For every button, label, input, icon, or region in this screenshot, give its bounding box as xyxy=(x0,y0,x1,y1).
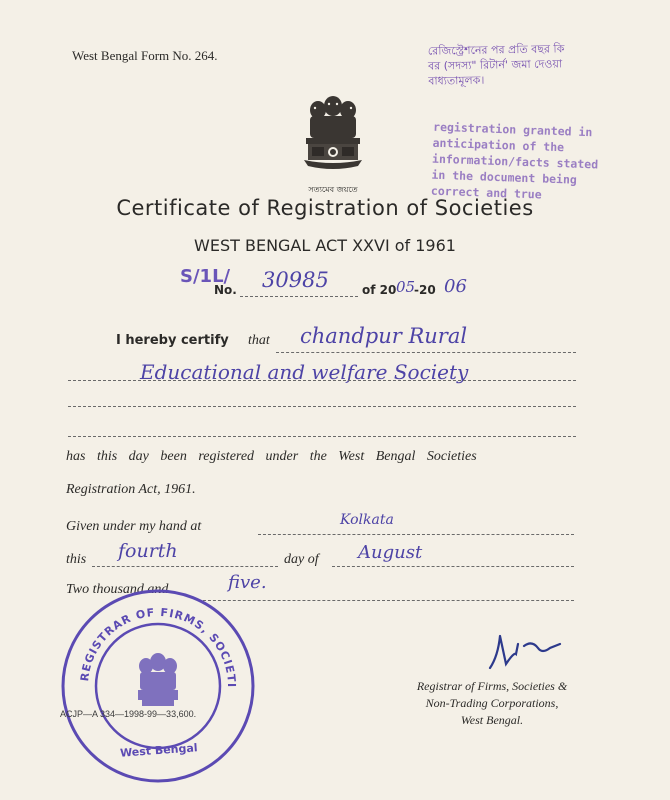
form-number: West Bengal Form No. 264. xyxy=(72,48,218,63)
society-name-line2: Educational and welfare Society xyxy=(140,360,469,384)
this-label: this xyxy=(66,552,87,567)
seal-ring-text: REGISTRAR OF FIRMS, SOCIETI xyxy=(78,605,239,689)
registrar-line3: West Bengal. xyxy=(460,713,524,727)
registration-dash: -20 xyxy=(414,283,436,297)
registration-prefix: S/1L/ xyxy=(180,266,231,287)
that-label: that xyxy=(248,333,270,348)
grant-stamp-line: correct and true xyxy=(430,183,542,202)
year-value: five. xyxy=(228,572,267,593)
registration-number: 30985 xyxy=(262,268,329,292)
society-name-line1: chandpur Rural xyxy=(300,324,468,348)
bengali-stamp-line: বাধ্যতামূলক। xyxy=(428,73,485,88)
grant-stamp-line: in the document being xyxy=(431,167,578,187)
seal-bottom-text: West Bengal xyxy=(119,741,198,760)
registration-no-label: No. xyxy=(214,283,237,297)
certify-label: I hereby certify xyxy=(116,333,229,348)
emblem-caption: সত্যমেব জয়তে xyxy=(308,185,358,194)
registration-year-b: 06 xyxy=(444,276,467,297)
registrar-line2: Non-Trading Corporations, xyxy=(425,696,559,710)
grant-stamp-line: registration granted in xyxy=(432,119,593,140)
act-title: WEST BENGAL ACT XXVI of 1961 xyxy=(194,236,456,255)
bengali-stamp-line: বর (সদস্য" রিটার্ন' জমা দেওয়া xyxy=(427,57,563,73)
grant-stamp-line: information/facts stated xyxy=(431,151,599,172)
day-value: fourth xyxy=(118,540,178,562)
month-value: August xyxy=(358,542,423,563)
bengali-stamp xyxy=(428,40,619,88)
official-seal xyxy=(58,586,258,786)
given-label: Given under my hand at xyxy=(66,519,202,534)
registrar-block xyxy=(392,678,592,729)
print-code: ACJP—A 334—1998-99—33,600. xyxy=(60,709,197,719)
registered-text-1: has this day been registered under the West Bengal Societies xyxy=(66,449,477,464)
ashoka-emblem-icon xyxy=(296,92,370,184)
bengali-stamp-line: রেজিস্ট্রেশনের পর প্রতি বছর কি xyxy=(427,42,565,58)
registrar-line1: Registrar of Firms, Societies & xyxy=(416,679,568,693)
day-of-label: day of xyxy=(284,552,319,567)
registration-year-a: 05 xyxy=(396,278,416,296)
grant-stamp xyxy=(431,119,624,206)
grant-stamp-line: anticipation of the xyxy=(432,135,565,155)
registration-of-label: of 20 xyxy=(362,283,397,297)
registered-text-2: Registration Act, 1961. xyxy=(66,482,196,497)
registrar-signature xyxy=(480,626,570,680)
year-label: Two thousand and xyxy=(66,582,169,597)
certificate-title: Certificate of Registration of Societies xyxy=(116,196,534,220)
signature-icon xyxy=(480,626,570,676)
emblem xyxy=(296,92,370,192)
place-value: Kolkata xyxy=(340,512,394,528)
